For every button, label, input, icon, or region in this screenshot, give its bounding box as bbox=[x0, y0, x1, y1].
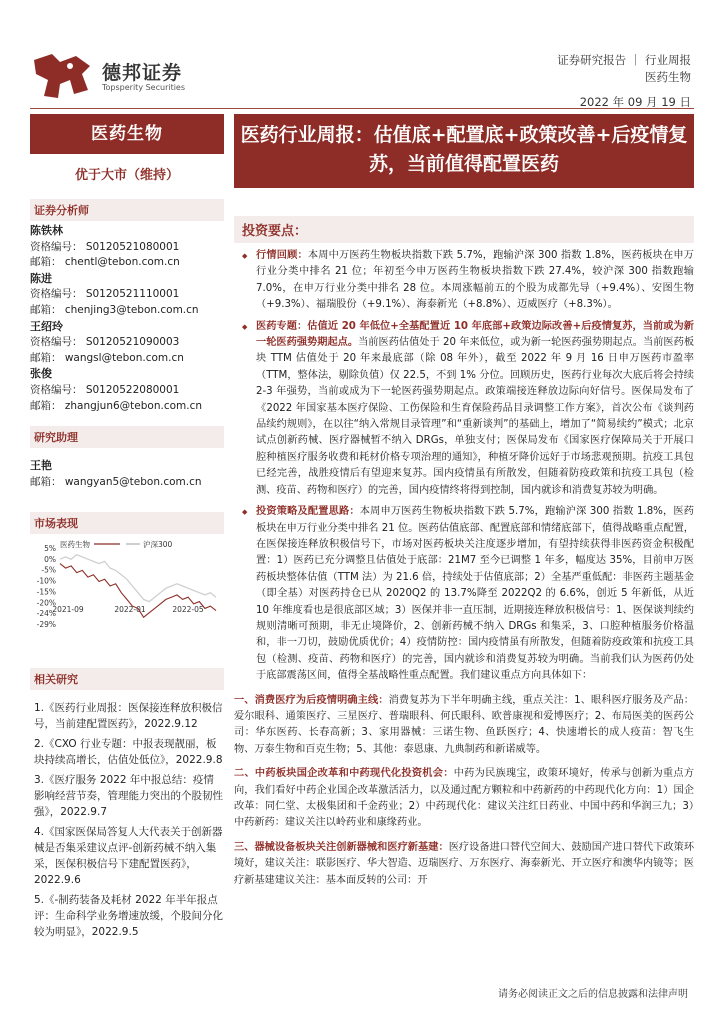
analyst-name: 陈铁林 bbox=[30, 224, 63, 237]
legend-label: 医药生物 bbox=[60, 540, 90, 550]
bullet-head: 投资策略及配置思路： bbox=[256, 506, 360, 518]
analyst-cert: 资格编号： S0120521110001 bbox=[30, 288, 180, 301]
key-points-heading: 投资要点： bbox=[234, 216, 694, 243]
market-chart-svg bbox=[30, 538, 224, 660]
bullet-head: 医药专题：估值近 20 年低位+全基配置近 10 年底部+政策边际改善+后疫情复苏，当前或为新一轮医药强势期起点。 bbox=[256, 320, 694, 349]
assistant-heading: 研究助理 bbox=[30, 426, 224, 448]
assistant-email[interactable]: 邮箱： wangyan5@tebon.com.cn bbox=[30, 475, 202, 488]
related-item[interactable]: 4.《国家医保局答复人大代表关于创新器械是否集采建议点评-创新药械不纳入集采，医保积极信号下建配置医药》，2022.9.6 bbox=[34, 826, 223, 887]
analyst-item bbox=[30, 366, 224, 414]
subsection-consumer-medical bbox=[234, 693, 694, 759]
assistant-item bbox=[30, 458, 224, 490]
bullet-market-review bbox=[234, 248, 694, 314]
y-tick-label: 5% bbox=[44, 544, 56, 554]
y-tick-label: -29% bbox=[36, 620, 56, 630]
bullet-body: 当前医药估值处于 20 年来低位，或为新一轮医药强势期起点。当前医药板块 TTM 估值处于 20 年来最底部（除 08 年外），截至 2022 年 9 月 16 日申万医药市盈率（TTM，整体法，剔除负值）仅 22.5，不到 1% 分位。回顾历史，医药行业每次大底后将会持续 2-3 年强势，当前或成为下一轮医药强势期起点。政策端接连释放边际向好信号。医保局发布了《2022 年国家基本医疗保险、工伤保险和生育保险药品目录调整工作方案》，首次公布《谈判药品续约规则》，在以往“纳入常规目录管理”和“重新谈判”的基础上，增加了“简易续约”模式；北京试点创新药械、医疗器械暂不纳入 DRGs，单独支付；医保局发布《国家医疗保障局关于开展口腔种植医疗服务收费和耗材价格专项治理的通知》，种植牙降价远好于市场悲观预期。抗疫工具包已经完善，战胜疫情后有望迎来复苏。国内疫情虽有所散发，但随着防疫政策和抗疫工具包（检测、疫苗、药物和医疗）的完善，国内疫情终将得到控制，国内就诊和消费复苏较为明确。 bbox=[256, 337, 695, 496]
brand-name-en: Topsperity Securities bbox=[102, 83, 186, 92]
subsection-devices bbox=[234, 840, 694, 889]
main-content bbox=[234, 216, 694, 889]
subsection-head: 三、器械设备板块关注创新器械和医疗新基建： bbox=[234, 841, 449, 853]
bullet-strategy bbox=[234, 504, 694, 684]
related-item[interactable]: 3.《医疗服务 2022 年中报总结：疫情影响经营节奏，管理能力突出的个股韧性强》，2022.9.7 bbox=[34, 774, 223, 819]
related-heading: 相关研究 bbox=[30, 668, 224, 690]
subsection-head: 二、中药板块国企改革和中药现代化投资机会： bbox=[234, 768, 454, 780]
analyst-item bbox=[30, 319, 224, 367]
x-tick-label: 2021-09 bbox=[52, 605, 84, 615]
brand-name-cn: 德邦证券 bbox=[102, 62, 183, 84]
analyst-heading: 证券分析师 bbox=[30, 199, 224, 221]
header-divider bbox=[30, 108, 694, 109]
analyst-email[interactable]: 邮箱： chenjing3@tebon.com.cn bbox=[30, 303, 199, 316]
subsection-body: 中药为民族瑰宝，政策环境好，传承与创新为重点方向，我们看好中药企业国企改革激活活力，以及通过配方颗粒和中药新药的中药现代化方向：1）国企改革：同仁堂、太极集团和千金药业；2）中药现代化：建议关注红日药业、中国中药和华润三九；3）中药新药：建议关注以岭药业和康缘药业。 bbox=[234, 768, 695, 829]
analyst-name: 张俊 bbox=[30, 367, 52, 381]
y-tick-label: 0% bbox=[44, 555, 56, 565]
category-box: 医药生物 bbox=[30, 114, 224, 154]
assistant-name: 王艳 bbox=[30, 459, 52, 473]
brand-logo-icon bbox=[30, 50, 94, 102]
related-item[interactable]: 2.《CXO 行业专题：中报表现靓丽，板块持续高增长，估值处低位》，2022.9.8 bbox=[34, 738, 223, 767]
subsection-tcm bbox=[234, 766, 694, 832]
analyst-email[interactable]: 邮箱： zhangjun6@tebon.com.cn bbox=[30, 399, 203, 412]
subsection-body: 消费复苏为下半年明确主线，重点关注：1、眼科医疗服务及产品：爱尔眼科、通策医疗、三星医疗、普瑞眼科、何氏眼科、欧普康视和爱博医疗；2、布局医美的医药公司：华东医药、长春高新；3、家用器械：三诺生物、鱼跃医疗；4、快速增长的成人疫苗：智飞生物、万泰生物和百克生物；5、其他：泰恩康、九典制药和新诺威等。 bbox=[234, 694, 694, 755]
analyst-email[interactable]: 邮箱： chentl@tebon.com.cn bbox=[30, 256, 180, 269]
y-tick-label: -5% bbox=[41, 566, 56, 576]
analyst-name: 陈进 bbox=[30, 271, 52, 285]
analyst-name: 王绍玲 bbox=[30, 319, 63, 333]
analyst-cert: 资格编号： S0120521090003 bbox=[30, 336, 180, 349]
rating-label: 优于大市（维持） bbox=[74, 168, 179, 183]
x-tick-label: 2022-01 bbox=[114, 605, 146, 615]
report-title: 医药行业周报：估值底+配置底+政策改善+后疫情复苏，当前值得配置医药 bbox=[234, 114, 694, 188]
subsection-head: 一、消费医疗为后疫情明确主线： bbox=[234, 694, 389, 706]
bullet-topic bbox=[234, 319, 694, 499]
analyst-email[interactable]: 邮箱： wangsl@tebon.com.cn bbox=[30, 351, 184, 364]
bullet-body: 本周中万医药生物板块指数下跌 5.7%，跑输沪深 300 指数 1.8%，医药板块在申万行业分类中排名 21 位；年初至今申万医药生物板块指数下跌 27.4%，较沪深 300 指数跑输 7.0%，在申万行业分类中排名 28 位。本周涨幅前五的个股为成都先导（+9.4%）、安图生物（+9.3%）、福瑞股份（+9.1%）、海泰新光（+8.8%）、迈威医疗（+8.3%）。 bbox=[256, 250, 694, 311]
footer-disclaimer: 请务必阅读正文之后的信息披露和法律声明 bbox=[498, 989, 688, 1000]
report-date: 2022 年 09 月 19 日 bbox=[579, 95, 691, 109]
analyst-cert: 资格编号： S0120522080001 bbox=[30, 383, 180, 396]
subsection-body: 医疗设备进口替代空间大、鼓励国产进口替代下政策环境好，建议关注：联影医疗、华大智造、迈瑞医疗、万东医疗、海泰新光、开立医疗和澳华内镜等；医疗新基建建议关注：基本面反转的公司：开 bbox=[234, 841, 695, 886]
y-tick-label: -10% bbox=[36, 576, 56, 586]
related-list bbox=[30, 700, 224, 940]
bullet-head: 行情回顾： bbox=[256, 250, 308, 261]
legend-label: 沪深300 bbox=[143, 540, 173, 550]
analyst-item bbox=[30, 271, 224, 319]
series-line bbox=[60, 555, 216, 602]
bullet-body: 本周申万医药生物板块指数下跌 5.7%，跑输沪深 300 指数 1.8%，医药板块在申万行业分类中排名 21 位。医药估值底部、配置底部和情绪底部下，值得战略重点配置，在医保接连释放积极信号下，市场对医药板块关注度逐步增加，有望持续获得非医药资金积极配置：1）医药已充分调整且估值处于底部：21M7 至今已调整 1 年多，幅度达 35%，目前申万医药板块整体估值（TTM 法）为 21.6 倍，持续处于估值底部；2）全基严重低配：非医药主题基金（即全基）对医药持仓已从 2020Q2 的 13.7%降至 2022Q2 的 6.6%，创近 5 年新低，从近 10 年维度看也是很底部区域；3）医保并非一直压制，近期接连释放积极信号：1、医保谈判续约规则清晰可预期，非无止境降价，2、创新药械不纳入 DRGs 和集采，3、口腔种植服务价格温和，非一刀切，鼓励优质优价；4）疫情防控：国内疫情虽有所散发，但随着防疫政策和抗疫工具包（检测、疫苗、药物和医疗）的完善，国内就诊和消费复苏较为明确。当前我们认为医药仍处于底部震荡区间，值得全基战略性重点配置。我们建议重点方向具体如下： bbox=[256, 506, 694, 682]
report-sector: 医药生物 bbox=[645, 70, 691, 84]
report-type: 证券研究报告 ｜ 行业周报 bbox=[557, 53, 691, 67]
analyst-item bbox=[30, 223, 224, 271]
x-tick-label: 2022-05 bbox=[172, 605, 204, 615]
market-heading: 市场表现 bbox=[30, 512, 224, 534]
analyst-cert: 资格编号： S0120521080001 bbox=[30, 240, 180, 253]
analyst-list bbox=[30, 223, 224, 414]
report-header-meta bbox=[557, 52, 691, 111]
related-item[interactable]: 5.《-制药装备及耗材 2022 年半年报点评：生命科学业务增速放缓，个股间分化较为明显》，2022.9.5 bbox=[34, 894, 223, 939]
y-tick-label: -15% bbox=[36, 587, 56, 597]
sidebar bbox=[30, 114, 224, 944]
y-tick-label: -24% bbox=[36, 609, 56, 619]
market-chart bbox=[30, 538, 224, 660]
related-item[interactable]: 1.《医药行业周报：医保接连释放积极信号，当前建配置医药》，2022.9.12 bbox=[34, 702, 223, 731]
y-tick-label: -20% bbox=[36, 598, 56, 608]
